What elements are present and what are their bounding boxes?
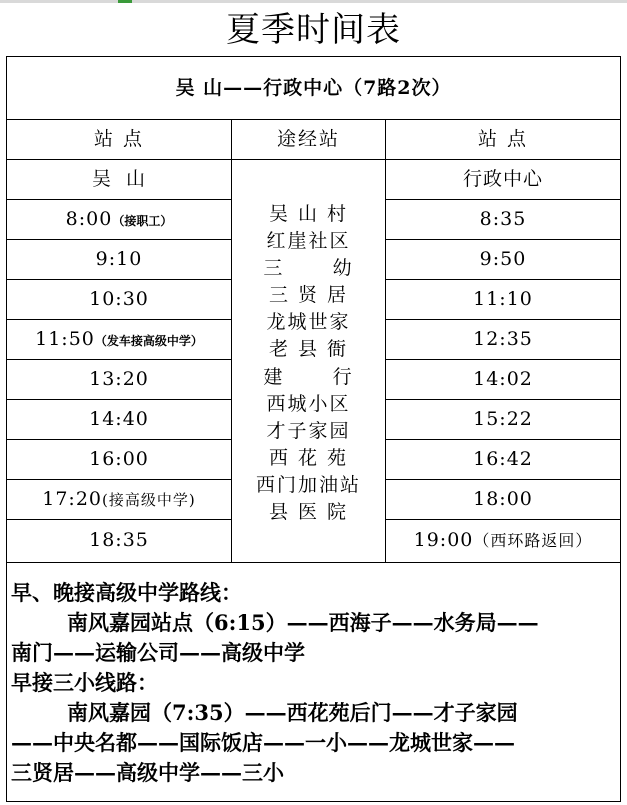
end-station: 行政中心 [462,168,543,190]
time-note: (接高级中学) [102,491,196,509]
header-station-right: 站 点 [477,128,529,150]
start-station-cell [7,159,231,199]
via-station: 老 县 衙 [268,338,349,361]
time-value: 11:50 [35,328,95,350]
arrival-row [386,359,620,399]
time-note: （接职工） [112,214,173,228]
time-value: 13:20 [89,368,149,390]
arrival-row [386,319,620,359]
time-value: 18:00 [473,488,533,510]
departure-row [7,439,231,479]
time-value: 8:00 [65,208,113,230]
via-station: 红崖社区 [266,230,351,253]
via-station: 龙城世家 [266,311,351,334]
route-notes [11,578,618,788]
arrival-row [386,399,620,439]
departure-row [7,479,231,519]
time-value: 14:40 [89,408,149,430]
departure-row [7,199,231,239]
end-station-cell [386,159,620,199]
arrival-row [386,479,620,519]
departure-row [7,519,231,562]
route-note-line: 南门——运输公司——高级中学 [11,640,305,665]
sheet-top-border [0,0,627,3]
route-note-line: 南风嘉园站点（6:15）——西海子——水务局—— [67,610,539,635]
arrival-row [386,519,620,562]
start-station: 吴 山 [91,168,147,190]
timetable [6,56,621,802]
schedule-title: 夏季时间表 [226,10,401,50]
route-note-line: ——中央名都——国际饭店——一小——龙城世家—— [11,730,515,755]
departure-row [7,399,231,439]
departure-row [7,239,231,279]
via-station: 县 医 院 [268,501,349,524]
via-station: 西城小区 [266,392,351,415]
time-value: 16:00 [89,448,149,470]
via-station: 三 贤 居 [268,284,349,307]
route-note-line: 三贤居——高级中学——三小 [11,760,284,785]
time-value: 11:10 [473,288,533,310]
via-station: 吴 山 村 [268,203,349,225]
departure-row [7,359,231,399]
departure-row [7,319,231,359]
via-station-list [232,201,385,526]
time-value: 12:35 [473,328,533,350]
via-station: 建 行 [263,365,354,388]
time-value: 17:20 [42,488,103,510]
time-value: 9:50 [479,248,527,270]
via-station: 才子家园 [266,419,351,442]
time-value: 15:22 [473,408,533,430]
header-via-stations: 途经站 [276,128,340,150]
arrival-row [386,199,620,239]
time-value: 19:00 [413,529,474,551]
arrival-row [386,279,620,319]
cell-selection-mark [118,0,132,3]
route-note-line: 南风嘉园（7:35）——西花苑后门——才子家园 [67,700,518,725]
arrival-row [386,239,620,279]
time-value: 9:10 [95,248,143,270]
arrival-row [386,439,620,479]
via-station: 西 花 苑 [268,446,349,469]
time-value: 18:35 [89,529,149,551]
time-value: 10:30 [89,288,149,310]
route-note-heading: 早接三小线路： [11,670,158,695]
time-value: 8:35 [479,208,527,230]
table-bottom-border [7,562,620,563]
time-value: 16:42 [473,448,533,470]
time-value: 14:02 [473,368,533,390]
header-station-left: 站 点 [93,128,145,150]
via-station: 西门加油站 [255,473,361,496]
route-note-heading: 早、晚接高级中学路线： [11,580,242,605]
time-note: （西环路返回） [473,531,593,550]
time-note: （发车接高级中学） [94,334,203,348]
route-heading: 吴 山——行政中心（7路2次） [7,57,620,120]
via-station: 三 幼 [263,257,354,280]
departure-row [7,279,231,319]
